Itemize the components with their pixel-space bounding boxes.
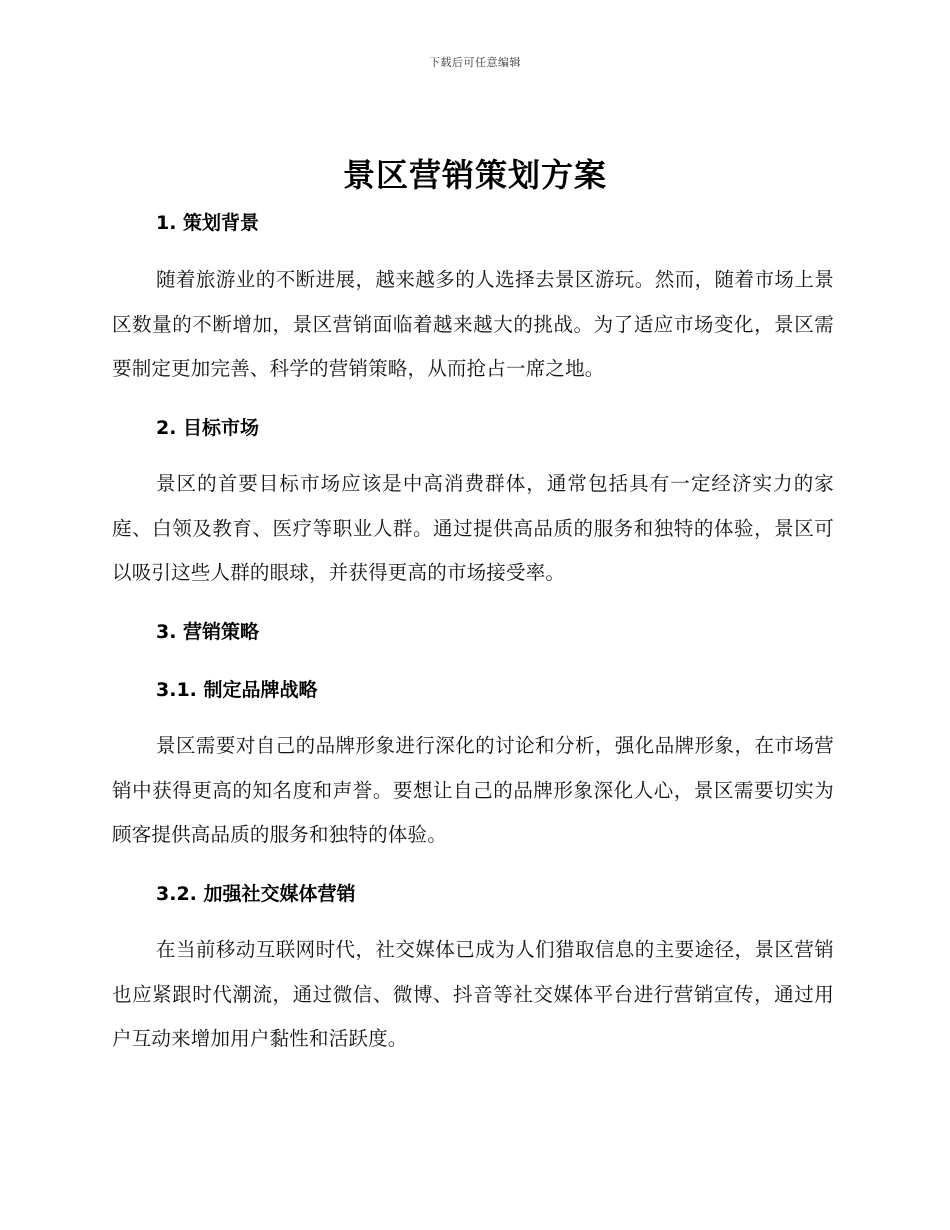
section-heading-background: 1. 策划背景 (156, 212, 260, 234)
section-heading-social-media: 3.2. 加强社交媒体营销 (156, 883, 356, 905)
paragraph-background: 随着旅游业的不断进展，越来越多的人选择去景区游玩。然而，随着市场上景区数量的不断增加，景区营销面临着越来越大的挑战。为了适应市场变化，景区需要制定更加完善、科学的营销策略，从而抢占一席之地。 (112, 268, 834, 380)
document-title: 景区营销策划方案 (342, 156, 607, 194)
paragraph-brand-strategy: 景区需要对自己的品牌形象进行深化的讨论和分析，强化品牌形象，在市场营销中获得更高的知名度和声誉。要想让自己的品牌形象深化人心，景区需要切实为顾客提供高品质的服务和独特的体验。 (112, 734, 834, 846)
header-note: 下载后可任意编辑 (429, 56, 521, 69)
section-heading-marketing-strategy: 3. 营销策略 (156, 621, 260, 643)
paragraph-social-media: 在当前移动互联网时代，社交媒体已成为人们猎取信息的主要途径，景区营销也应紧跟时代潮流，通过微信、微博、抖音等社交媒体平台进行营销宣传，通过用户互动来增加用户黏性和活跃度。 (112, 938, 834, 1050)
section-heading-brand-strategy: 3.1. 制定品牌战略 (156, 679, 318, 701)
section-heading-target-market: 2. 目标市场 (156, 417, 260, 439)
paragraph-target-market: 景区的首要目标市场应该是中高消费群体，通常包括具有一定经济实力的家庭、白领及教育、医疗等职业人群。通过提供高品质的服务和独特的体验，景区可以吸引这些人群的眼球，并获得更高的市场接受率。 (112, 472, 834, 584)
